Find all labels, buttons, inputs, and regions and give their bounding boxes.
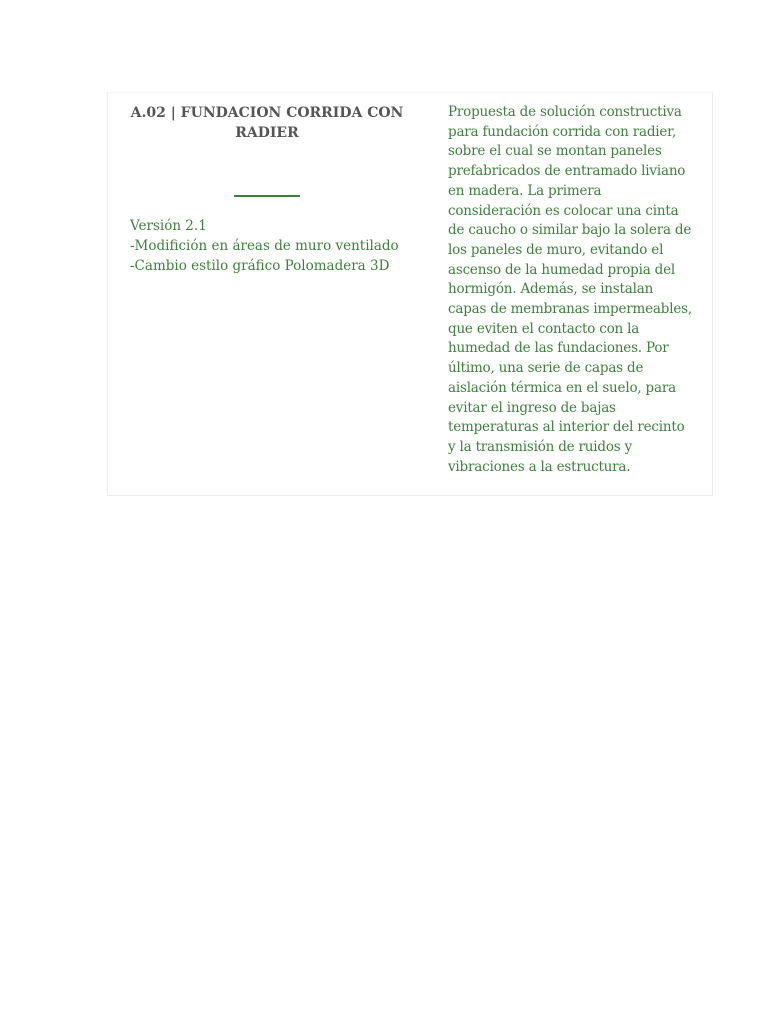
left-column bbox=[130, 103, 404, 276]
description-paragraph: Propuesta de solución constructiva para fundación corrida con radier, sobre el cual se montan paneles prefabricados de entramado liviano en madera. La primera consideración es colocar una cinta de caucho o similar bajo la solera de los paneles de muro, evitando el ascenso de la humedad propia del hormigón. Además, se instalan capas de membranas impermeables, que eviten el contacto con la humedad de las fundaciones. Por último, una serie de capas de aislación térmica en el suelo, para evitar el ingreso de bajas temperaturas al interior del recinto y la transmisión de ruidos y vibraciones a la estructura. bbox=[448, 104, 692, 475]
version-notes bbox=[130, 216, 404, 276]
title-divider bbox=[234, 195, 300, 197]
document-title: A.02 | FUNDACION CORRIDA CON RADIER bbox=[130, 105, 404, 141]
document-card bbox=[107, 92, 713, 496]
version-label: Versión 2.1 bbox=[130, 218, 207, 234]
version-change-item: -Cambio estilo gráfico Polomadera 3D bbox=[130, 258, 390, 274]
version-change-item: -Modifición en áreas de muro ventilado bbox=[130, 238, 399, 254]
